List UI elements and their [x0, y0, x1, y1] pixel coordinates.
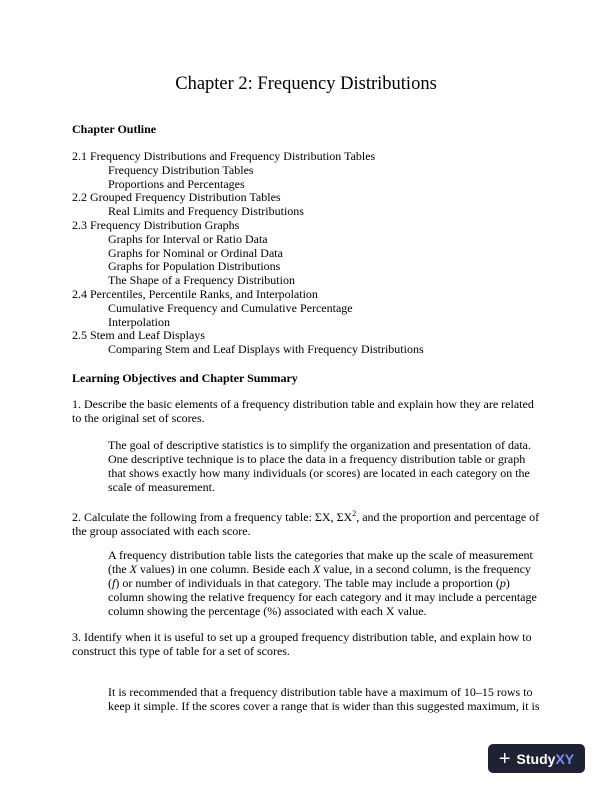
outline-section: 2.3 Frequency Distribution Graphs: [72, 218, 240, 232]
plus-icon: +: [498, 747, 511, 770]
outline-heading: Chapter Outline: [72, 122, 157, 136]
studyxy-badge[interactable]: [488, 744, 585, 773]
outline-section: 2.1 Frequency Distributions and Frequency Distribution Tables: [72, 149, 376, 163]
outline-section: 2.5 Stem and Leaf Displays: [72, 328, 205, 343]
outline-subitem: Graphs for Population Distributions: [108, 259, 281, 274]
brand-xy: XY: [555, 750, 575, 767]
outline-section: 2.4 Percentiles, Percentile Ranks, and Interpolation: [72, 287, 318, 301]
outline-subitem: Proportions and Percentages: [108, 176, 245, 191]
outline-subitem: Comparing Stem and Leaf Displays with Frequency Distributions: [108, 342, 424, 357]
outline-subitem: Graphs for Interval or Ratio Data: [108, 231, 268, 246]
outline-subitem: Graphs for Nominal or Ordinal Data: [108, 245, 283, 260]
objectives-heading: Learning Objectives and Chapter Summary: [72, 371, 298, 385]
objective-2: 2. Calculate the following from a frequency table: ΣX, $\Sigma X^2$, and the proportion and percentage of the group associated with each score.: [72, 509, 540, 538]
page-title: Chapter 2: Frequency Distributions: [175, 74, 437, 94]
objective-3: 3. Identify when it is useful to set up a grouped frequency distribution table, and explain how to construct this type of table for a set of scores.: [72, 630, 532, 658]
outline-subitem: Frequency Distribution Tables: [108, 162, 254, 177]
summary-3: It is recommended that a frequency distribution table have a maximum of 10–15 rows to keep it simple. If the scores cover a range that is wider than this suggested maximum, it is: [108, 685, 540, 713]
outline-subitem: Real Limits and Frequency Distributions: [108, 204, 304, 219]
summary-1: The goal of descriptive statistics is to simplify the organization and presentation of data. One descriptive technique is to place the data in a frequency distribution table or graph that shows exactly how many individuals (or scores) are located in each category on the scale of measurement.: [108, 438, 532, 494]
outline-subitem: Interpolation: [108, 314, 170, 329]
objective-1: 1. Describe the basic elements of a frequency distribution table and explain how they are related to the original set of scores.: [72, 397, 534, 425]
brand-study: Study: [516, 750, 556, 767]
outline-subitem: The Shape of a Frequency Distribution: [108, 273, 295, 288]
outline-subitem: Cumulative Frequency and Cumulative Percentage: [108, 300, 353, 315]
summary-2: A frequency distribution table lists the categories that make up the scale of measurement (the X values) in one column. Beside each X value, in a second column, is the frequency (f) or number of individuals in that category. The table may include a proportion (p) column showing the relative frequency for each category and it may include a percentage column showing the percentage (%) associated with each X value.: [108, 548, 537, 618]
outline-section: 2.2 Grouped Frequency Distribution Tables: [72, 190, 281, 205]
